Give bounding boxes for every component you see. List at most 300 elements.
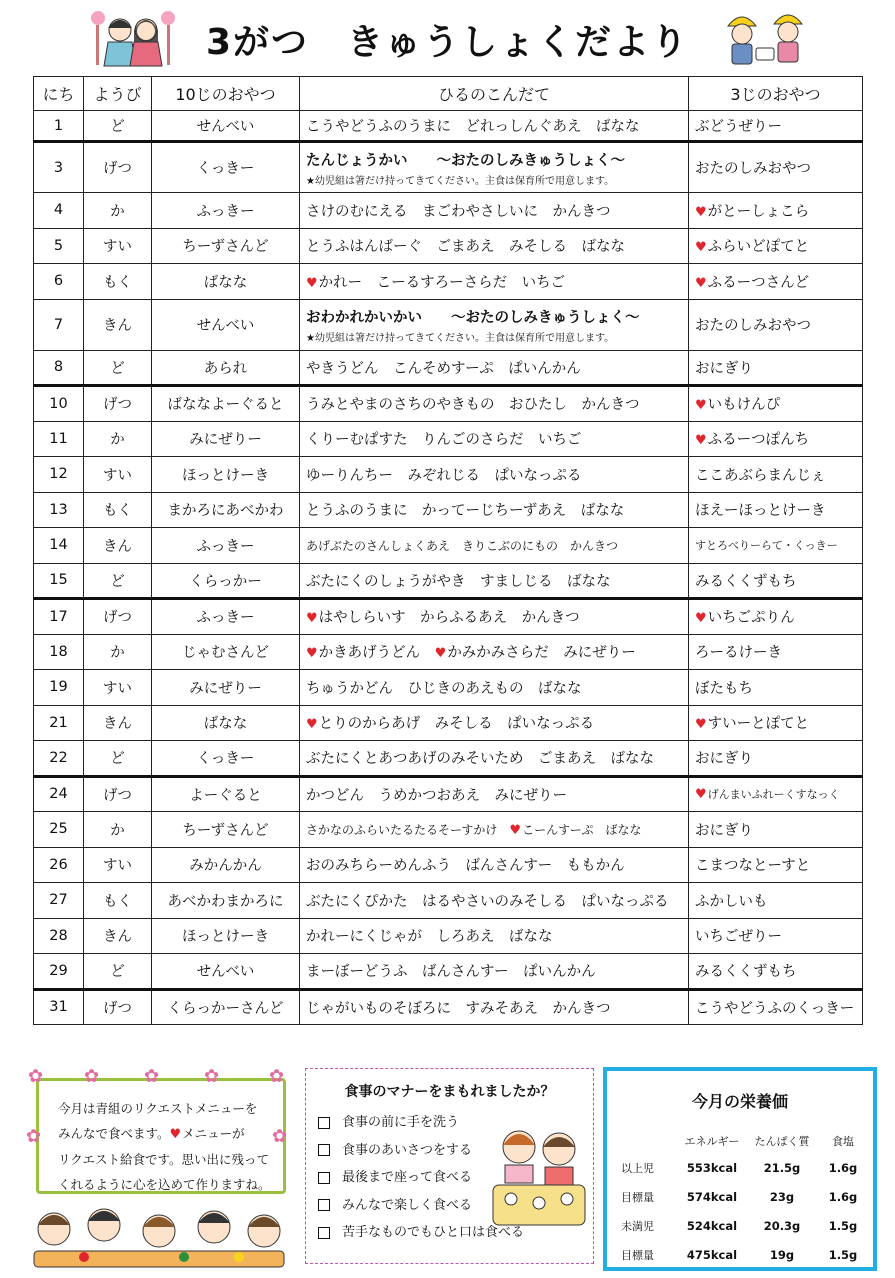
table-row	[34, 954, 863, 990]
lunch-cell	[300, 918, 689, 954]
lunch-cell	[300, 350, 689, 386]
morning-snack-cell	[152, 350, 300, 386]
weekday: か	[110, 203, 125, 220]
protein-value: 21.5g	[763, 1160, 801, 1175]
energy-value: 553kcal	[686, 1160, 738, 1175]
afternoon-snack-cell	[689, 883, 863, 919]
weekday-cell	[84, 563, 152, 599]
afternoon-snack-cell	[689, 918, 863, 954]
afternoon-snack: ふかしいも	[695, 893, 768, 910]
weekday-cell	[84, 457, 152, 493]
morning-snack: ちーずさんど	[182, 239, 269, 256]
page-title: 3がつ きゅうしょくだより	[205, 22, 690, 63]
afternoon-snack-cell	[689, 989, 863, 1025]
weekday: きん	[103, 716, 132, 733]
morning-snack: みかんかん	[189, 858, 262, 875]
day-number: 24	[49, 786, 68, 803]
afternoon-snack-cell	[689, 111, 863, 142]
weekday-cell	[84, 918, 152, 954]
lunch-menu: ちゅうかどん ひじきのあえもの ばなな	[306, 680, 582, 697]
lunch-cell	[300, 142, 689, 193]
day-cell	[34, 264, 84, 300]
afternoon-snack: みるくくずもち	[695, 964, 797, 981]
weekday: か	[110, 822, 125, 839]
header-morning-snack: 10じのおやつ	[152, 77, 300, 111]
nutrition-label: 以上児	[621, 1161, 654, 1175]
column-energy: エネルギー	[684, 1135, 740, 1148]
day-cell	[34, 528, 84, 564]
afternoon-snack-cell	[689, 812, 863, 848]
morning-snack-cell	[152, 421, 300, 457]
morning-snack: くらっかーさんど	[167, 1000, 284, 1017]
day-cell	[34, 228, 84, 264]
table-row	[34, 142, 863, 193]
manner-label: 最後まで座って食べる	[342, 1170, 473, 1185]
afternoon-snack-cell	[689, 264, 863, 300]
day-cell	[34, 142, 84, 193]
day-number: 17	[49, 608, 68, 625]
table-row	[34, 918, 863, 954]
afternoon-snack-cell	[689, 350, 863, 386]
table-row	[34, 111, 863, 142]
day-number: 14	[49, 537, 68, 554]
message-line: くれるように心を込めて作りますね。	[58, 1177, 271, 1192]
manner-label: 食事のあいさつをする	[342, 1142, 473, 1158]
morning-snack-cell	[152, 142, 300, 193]
lunch-cell	[300, 299, 689, 350]
afternoon-snack-cell	[689, 599, 863, 635]
afternoon-snack-cell	[689, 634, 863, 670]
header-afternoon-snack: 3じのおやつ	[689, 77, 863, 111]
morning-snack: ちーずさんど	[182, 822, 269, 839]
lunch-note: ★幼児組は箸だけ持ってきてください。主食は保育所で用意します。	[306, 175, 615, 187]
lunch-menu: さけのむにえる まごわやさしいに かんきつ	[306, 203, 611, 220]
day-number: 1	[53, 117, 64, 134]
lunch-cell	[300, 563, 689, 599]
day-number: 18	[49, 643, 68, 660]
weekday-cell	[84, 847, 152, 883]
day-cell	[34, 111, 84, 142]
lunch-cell	[300, 228, 689, 264]
day-number: 3	[53, 159, 64, 176]
manner-label: 食事の前に手を洗う	[342, 1115, 460, 1130]
protein-value: 23g	[769, 1189, 795, 1204]
day-cell	[34, 599, 84, 635]
lunch-menu: やきうどん こんそめすーぷ ぱいんかん	[306, 360, 581, 377]
day-cell	[34, 193, 84, 229]
weekday: げつ	[103, 1000, 132, 1017]
table-row	[34, 386, 863, 422]
table-row	[34, 776, 863, 812]
heart-icon: ♥	[695, 275, 707, 291]
day-cell	[34, 918, 84, 954]
afternoon-snack: いちごぜりー	[695, 929, 782, 946]
day-number: 22	[49, 749, 68, 766]
morning-snack: くっきー	[196, 161, 255, 177]
lunch-menu: おのみちらーめんふう ばんさんすー ももかん	[306, 858, 625, 875]
afternoon-snack: こまつなとーすと	[695, 858, 811, 875]
lunch-cell	[300, 776, 689, 812]
empty-cell	[613, 1129, 677, 1153]
heart-icon: ♥	[306, 717, 318, 733]
morning-snack: くらっかー	[189, 573, 262, 590]
lunch-menu: ぶたにくぴかた はるやさいのみそしる ぱいなっぷる	[306, 893, 669, 910]
heart-icon: ♥	[509, 822, 522, 838]
lunch-cell	[300, 705, 689, 741]
lunch-menu: はやしらいす からふるあえ かんきつ	[318, 610, 580, 627]
lunch-menu: さかなのふらいたるたるそーすかけ	[306, 822, 510, 837]
weekday-cell	[84, 299, 152, 350]
weekday-cell	[84, 142, 152, 193]
day-cell	[34, 299, 84, 350]
morning-snack: じゃむさんど	[182, 645, 269, 662]
column-salt: 食塩	[832, 1135, 854, 1148]
weekday: ど	[110, 360, 125, 377]
morning-snack: ふっきー	[196, 538, 255, 555]
lunch-menu: あげぶたのさんしょくあえ きりこぶのにもの かんきつ	[306, 538, 619, 553]
column-protein: たんぱく質	[754, 1135, 810, 1148]
nutrition-row	[613, 1182, 869, 1211]
day-cell	[34, 776, 84, 812]
afternoon-snack-cell	[689, 528, 863, 564]
checkbox[interactable]	[318, 1172, 330, 1184]
lunch-cell	[300, 599, 689, 635]
weekday: げつ	[103, 397, 132, 414]
weekday-cell	[84, 528, 152, 564]
table-row	[34, 563, 863, 599]
manners-title: 食事のマナーをまもれましたか？	[344, 1084, 555, 1100]
weekday-cell	[84, 350, 152, 386]
morning-snack-cell	[152, 264, 300, 300]
morning-snack-cell	[152, 954, 300, 990]
morning-snack-cell	[152, 111, 300, 142]
morning-snack: あられ	[203, 360, 248, 377]
weekday-cell	[84, 228, 152, 264]
lunch-cell	[300, 812, 689, 848]
lunch-cell	[300, 989, 689, 1025]
lunch-menu: かきあげうどん	[318, 645, 435, 662]
afternoon-snack-cell	[689, 847, 863, 883]
heart-icon: ♥	[695, 240, 707, 256]
lunch-menu: とりのからあげ みそしる ぱいなっぷる	[318, 716, 595, 733]
salt-value: 1.5g	[828, 1218, 858, 1233]
morning-snack: あべかわまかろに	[167, 893, 284, 910]
nutrition-header-row	[613, 1129, 869, 1153]
morning-snack-cell	[152, 812, 300, 848]
heart-icon: ♥	[695, 787, 707, 803]
morning-snack: みにぜりー	[189, 680, 262, 697]
weekday: げつ	[103, 161, 132, 177]
afternoon-snack: いちごぷりん	[707, 610, 795, 627]
lunch-menu: こうやどうふのうまに どれっしんぐあえ ばなな	[306, 119, 640, 135]
afternoon-snack: ここあぶらまんじぇ	[695, 467, 826, 484]
weekday-cell	[84, 954, 152, 990]
afternoon-snack: がとーしょこら	[707, 203, 810, 220]
weekday-cell	[84, 989, 152, 1025]
afternoon-snack: おにぎり	[695, 822, 753, 839]
header-weekday: ようび	[84, 77, 152, 111]
afternoon-snack-cell	[689, 299, 863, 350]
lunch-cell	[300, 634, 689, 670]
afternoon-snack: おにぎり	[695, 360, 753, 377]
request-menu-message-box	[24, 1066, 294, 1272]
morning-snack-cell	[152, 634, 300, 670]
heart-icon: ♥	[695, 611, 707, 627]
afternoon-snack: すとろべりーらて・くっきー	[695, 539, 838, 553]
morning-snack: ふっきー	[196, 203, 255, 220]
lunch-cell	[300, 264, 689, 300]
heart-icon: ♥	[695, 433, 707, 449]
menu-table	[33, 76, 863, 1025]
afternoon-snack-cell	[689, 705, 863, 741]
lunch-menu: くりーむぱすた りんごのさらだ いちご	[306, 432, 582, 449]
morning-snack-cell	[152, 670, 300, 706]
afternoon-snack-cell	[689, 954, 863, 990]
table-row	[34, 705, 863, 741]
lunch-cell	[300, 954, 689, 990]
flower-icon: ✿	[84, 1066, 100, 1087]
afternoon-snack: ぶどうぜりー	[695, 119, 782, 135]
nutrition-label: 目標量	[621, 1248, 654, 1262]
flower-icon: ✿	[204, 1066, 220, 1087]
nutrition-row	[613, 1211, 869, 1240]
weekday-cell	[84, 634, 152, 670]
nutrition-table	[613, 1129, 869, 1269]
morning-snack: ふっきー	[196, 610, 255, 627]
energy-value: 475kcal	[686, 1247, 738, 1262]
protein-value: 19g	[769, 1247, 795, 1262]
day-cell	[34, 883, 84, 919]
afternoon-snack-cell	[689, 142, 863, 193]
table-row	[34, 847, 863, 883]
lunch-note: ★幼児組は箸だけ持ってきてください。主食は保育所で用意します。	[306, 332, 615, 344]
lunch-cell	[300, 421, 689, 457]
lunch-cell	[300, 386, 689, 422]
flower-icon: ✿	[26, 1126, 42, 1147]
afternoon-snack: おたのしみおやつ	[695, 161, 811, 177]
weekday-cell	[84, 883, 152, 919]
weekday: もく	[103, 274, 132, 291]
message-line: リクエスト給食です。思い出に残って	[58, 1152, 270, 1167]
message-text: メニューが	[182, 1126, 245, 1141]
afternoon-snack: みるくくずもち	[695, 573, 797, 590]
morning-snack-cell	[152, 492, 300, 528]
afternoon-snack: げんまいふれーくすなっく	[707, 788, 840, 802]
checkbox[interactable]	[318, 1199, 330, 1211]
day-cell	[34, 812, 84, 848]
children-hardhat-illustration	[722, 8, 812, 70]
day-number: 12	[49, 466, 68, 483]
lunch-event-title: おわかれかいかい ～おたのしみきゅうしょく～	[306, 309, 640, 326]
lunch-menu: ぶたにくとあつあげのみそいため ごまあえ ばなな	[306, 751, 654, 768]
afternoon-snack-cell	[689, 228, 863, 264]
afternoon-snack-cell	[689, 776, 863, 812]
afternoon-snack-cell	[689, 492, 863, 528]
header	[0, 0, 895, 76]
morning-snack: ばなな	[203, 716, 248, 733]
weekday: ど	[110, 119, 125, 135]
energy-value: 524kcal	[686, 1218, 738, 1233]
afternoon-snack: ろーるけーき	[695, 645, 782, 662]
table-row	[34, 741, 863, 777]
morning-snack: せんべい	[196, 318, 255, 334]
morning-snack: せんべい	[196, 119, 255, 135]
lunch-menu: とうふのうまに かってーじちーずあえ ばなな	[306, 503, 625, 520]
manner-label: みんなで楽しく食べる	[342, 1197, 473, 1213]
morning-snack-cell	[152, 847, 300, 883]
weekday-cell	[84, 776, 152, 812]
lunch-menu: とうふはんばーぐ ごまあえ みそしる ばなな	[306, 239, 625, 256]
day-number: 25	[49, 821, 68, 838]
salt-value: 1.6g	[828, 1160, 858, 1175]
day-cell	[34, 350, 84, 386]
lunch-menu: ぶたにくのしょうがやき すましじる ばなな	[306, 573, 611, 590]
morning-snack-cell	[152, 989, 300, 1025]
morning-snack: せんべい	[196, 964, 255, 981]
morning-snack-cell	[152, 776, 300, 812]
morning-snack: まかろにあべかわ	[167, 503, 284, 520]
lunch-event-title: たんじょうかい ～おたのしみきゅうしょく～	[306, 152, 625, 169]
weekday-cell	[84, 705, 152, 741]
weekday: か	[110, 432, 125, 449]
checkbox[interactable]	[318, 1144, 330, 1156]
weekday-cell	[84, 193, 152, 229]
weekday: ど	[110, 573, 125, 590]
morning-snack-cell	[152, 299, 300, 350]
day-number: 13	[49, 501, 68, 518]
weekday: きん	[103, 538, 132, 555]
afternoon-snack-cell	[689, 670, 863, 706]
heart-icon: ♥	[695, 204, 707, 220]
table-row	[34, 989, 863, 1025]
header-day: にち	[34, 77, 84, 111]
day-number: 21	[49, 714, 68, 731]
day-number: 8	[53, 359, 64, 376]
day-number: 28	[49, 927, 68, 944]
morning-snack: よーぐると	[189, 787, 262, 804]
lunch-menu: じゃがいものそぼろに すみそあえ かんきつ	[306, 1000, 611, 1017]
table-row	[34, 670, 863, 706]
day-number: 29	[49, 962, 68, 979]
flower-icon: ✿	[269, 1066, 285, 1087]
day-cell	[34, 705, 84, 741]
nutrition-label: 目標量	[621, 1190, 654, 1204]
lunch-cell	[300, 847, 689, 883]
morning-snack-cell	[152, 386, 300, 422]
table-row	[34, 492, 863, 528]
request-menu-message	[58, 1096, 286, 1197]
morning-snack-cell	[152, 705, 300, 741]
weekday: すい	[103, 858, 132, 875]
checkbox[interactable]	[318, 1227, 330, 1239]
afternoon-snack-cell	[689, 563, 863, 599]
day-number: 26	[49, 856, 68, 873]
flower-icon: ✿	[144, 1066, 160, 1087]
afternoon-snack: すいーとぽてと	[707, 716, 810, 733]
day-cell	[34, 563, 84, 599]
afternoon-snack-cell	[689, 193, 863, 229]
day-number: 7	[53, 316, 64, 333]
lunch-menu: かつどん うめかつおあえ みにぜりー	[306, 787, 567, 804]
day-cell	[34, 741, 84, 777]
lunch-cell	[300, 193, 689, 229]
lunch-cell	[300, 457, 689, 493]
nutrition-title: 今月の栄養価	[691, 1092, 788, 1111]
table-manners-checklist	[305, 1068, 594, 1264]
day-number: 27	[49, 892, 68, 909]
flower-icon: ✿	[272, 1126, 288, 1147]
message-text: みんなで食べます。	[58, 1126, 170, 1141]
morning-snack-cell	[152, 599, 300, 635]
day-cell	[34, 457, 84, 493]
table-row	[34, 193, 863, 229]
weekday-cell	[84, 812, 152, 848]
morning-snack-cell	[152, 918, 300, 954]
header-lunch: ひるのこんだて	[300, 77, 689, 111]
day-number: 31	[49, 999, 68, 1016]
day-cell	[34, 847, 84, 883]
morning-snack-cell	[152, 228, 300, 264]
table-row	[34, 599, 863, 635]
weekday: か	[110, 645, 125, 662]
weekday: げつ	[103, 610, 132, 627]
message-line	[58, 1121, 286, 1147]
lunch-menu: うみとやまのさちのやきもの おひたし かんきつ	[306, 397, 640, 414]
message-line: 今月は青組のリクエストメニューを	[58, 1101, 258, 1116]
lunch-cell	[300, 492, 689, 528]
nutrition-row	[613, 1153, 869, 1182]
afternoon-snack: ふらいどぽてと	[707, 239, 810, 256]
day-number: 6	[53, 273, 64, 290]
day-cell	[34, 670, 84, 706]
afternoon-snack: ふるーつぽんち	[707, 432, 810, 449]
morning-snack: ほっとけーき	[182, 467, 269, 484]
table-row	[34, 528, 863, 564]
weekday-cell	[84, 264, 152, 300]
energy-value: 574kcal	[686, 1189, 738, 1204]
day-cell	[34, 386, 84, 422]
checkbox[interactable]	[318, 1117, 330, 1129]
day-cell	[34, 492, 84, 528]
morning-snack-cell	[152, 741, 300, 777]
day-number: 10	[49, 395, 68, 412]
day-number: 11	[49, 430, 68, 447]
morning-snack: みにぜりー	[189, 432, 262, 449]
morning-snack-cell	[152, 563, 300, 599]
table-row	[34, 299, 863, 350]
children-eating-illustration	[24, 1201, 294, 1271]
weekday: ど	[110, 964, 125, 981]
table-row	[34, 883, 863, 919]
day-cell	[34, 989, 84, 1025]
salt-value: 1.5g	[828, 1247, 858, 1262]
weekday-cell	[84, 492, 152, 528]
table-row	[34, 228, 863, 264]
lunch-cell	[300, 111, 689, 142]
weekday: すい	[103, 239, 132, 256]
manner-label: 苦手なものでもひと口は食べる	[342, 1225, 525, 1240]
morning-snack: ばななよーぐると	[167, 397, 284, 414]
day-number: 19	[49, 679, 68, 696]
monthly-nutrition-box	[603, 1067, 877, 1271]
day-cell	[34, 421, 84, 457]
day-cell	[34, 634, 84, 670]
kids-at-table-illustration	[491, 1119, 586, 1229]
heart-icon: ♥	[306, 611, 318, 627]
lunch-menu: まーぼーどうふ ばんさんすー ぱいんかん	[306, 964, 596, 981]
morning-snack: くっきー	[196, 751, 255, 768]
day-cell	[34, 954, 84, 990]
